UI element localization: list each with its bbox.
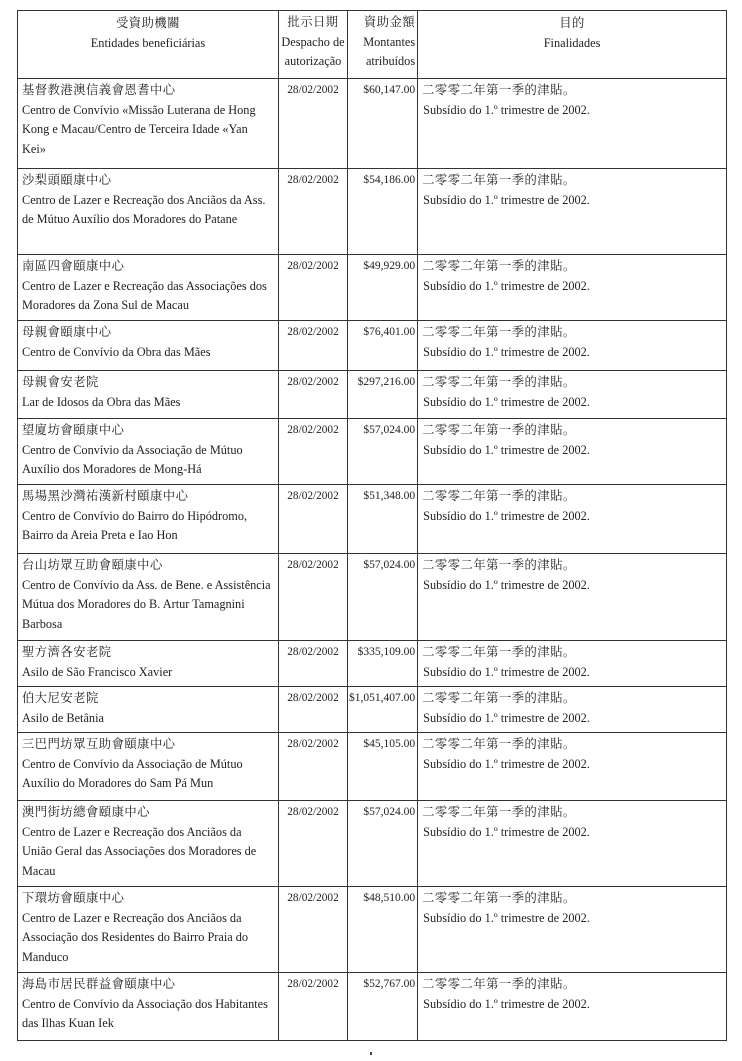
entity-name-zh: 南區四會頤康中心 (22, 259, 125, 273)
table-row (18, 687, 727, 733)
amount-cell: $57,024.00 (348, 801, 418, 887)
entity-cell (18, 801, 279, 887)
entity-name-zh: 基督教港澳信義會恩耆中心 (22, 83, 176, 97)
header-text: 批示日期 (287, 15, 339, 29)
date-cell: 28/02/2002 (279, 801, 348, 887)
entity-name-pt: Centro de Convívio da Associação dos Habitantes das Ilhas Kuan Iek (22, 996, 268, 1030)
entity-cell (18, 485, 279, 554)
purpose-pt: Subsídio do 1.º trimestre de 2002. (423, 192, 590, 207)
purpose-cell (418, 733, 727, 801)
header-text: Montantes atribuídos (363, 34, 416, 68)
entity-cell (18, 255, 279, 321)
date-cell: 28/02/2002 (279, 485, 348, 554)
amount-cell: $51,348.00 (348, 485, 418, 554)
purpose-pt: Subsídio do 1.º trimestre de 2002. (423, 710, 590, 725)
purpose-cell (418, 255, 727, 321)
date-cell: 28/02/2002 (279, 733, 348, 801)
amount-cell: $57,024.00 (348, 554, 418, 641)
table-row (18, 801, 727, 887)
entity-name-zh: 海島市居民群益會頤康中心 (22, 977, 176, 991)
purpose-cell (418, 641, 727, 687)
amount-cell: $60,147.00 (348, 79, 418, 169)
purpose-zh: 二零零二年第一季的津貼。 (422, 977, 576, 991)
date-cell: 28/02/2002 (279, 321, 348, 371)
entity-name-pt: Centro de Convívio do Bairro do Hipódromo, Bairro da Areia Preta e Iao Hon (22, 508, 248, 542)
table-row (18, 321, 727, 371)
purpose-pt: Subsídio do 1.º trimestre de 2002. (423, 344, 590, 359)
entity-name-zh: 下環坊會頤康中心 (22, 891, 125, 905)
purpose-cell (418, 801, 727, 887)
entity-name-zh: 馬場黑沙灣祐漢新村頤康中心 (22, 489, 189, 503)
entity-name-pt: Centro de Lazer e Recreação dos Anciãos da Associação dos Residentes do Bairro Praia do Manduco (22, 910, 249, 964)
header-amount (348, 11, 418, 79)
entity-cell (18, 79, 279, 169)
purpose-cell (418, 973, 727, 1041)
purpose-cell (418, 79, 727, 169)
table-row (18, 485, 727, 554)
scan-mark (370, 1052, 372, 1055)
purpose-zh: 二零零二年第一季的津貼。 (422, 173, 576, 187)
table-row (18, 169, 727, 255)
entity-cell (18, 887, 279, 973)
purpose-pt: Subsídio do 1.º trimestre de 2002. (423, 278, 590, 293)
entity-name-zh: 母親會頤康中心 (22, 325, 112, 339)
purpose-zh: 二零零二年第一季的津貼。 (422, 691, 576, 705)
amount-cell: $52,767.00 (348, 973, 418, 1041)
table-row (18, 733, 727, 801)
date-cell: 28/02/2002 (279, 973, 348, 1041)
purpose-cell (418, 169, 727, 255)
entity-name-pt: Centro de Convívio da Obra das Mães (22, 344, 211, 359)
entity-cell (18, 371, 279, 419)
entity-cell (18, 973, 279, 1041)
entity-name-pt: Centro de Convívio da Associação de Mútuo Auxílio do Moradores do Sam Pá Mun (22, 756, 243, 790)
date-cell: 28/02/2002 (279, 887, 348, 973)
date-cell: 28/02/2002 (279, 419, 348, 485)
header-text: Finalidades (543, 35, 601, 50)
entity-cell (18, 321, 279, 371)
subsidy-table (17, 10, 727, 1041)
entity-cell (18, 169, 279, 255)
entity-name-pt: Lar de Idosos da Obra das Mães (22, 394, 181, 409)
table-row (18, 371, 727, 419)
entity-cell (18, 733, 279, 801)
entity-name-pt: Asilo de São Francisco Xavier (22, 664, 173, 679)
table-row (18, 887, 727, 973)
table-header-row (18, 11, 727, 79)
header-text: 受資助機關 (116, 16, 180, 30)
purpose-zh: 二零零二年第一季的津貼。 (422, 423, 576, 437)
purpose-pt: Subsídio do 1.º trimestre de 2002. (423, 824, 590, 839)
purpose-pt: Subsídio do 1.º trimestre de 2002. (423, 442, 590, 457)
entity-cell (18, 419, 279, 485)
amount-cell: $45,105.00 (348, 733, 418, 801)
purpose-pt: Subsídio do 1.º trimestre de 2002. (423, 577, 590, 592)
purpose-zh: 二零零二年第一季的津貼。 (422, 375, 576, 389)
table-row (18, 79, 727, 169)
purpose-cell (418, 371, 727, 419)
purpose-cell (418, 419, 727, 485)
entity-name-zh: 望廈坊會頤康中心 (22, 423, 125, 437)
entity-name-zh: 沙梨頭頤康中心 (22, 173, 112, 187)
entity-cell (18, 641, 279, 687)
header-text: Entidades beneficiárias (90, 35, 206, 50)
purpose-zh: 二零零二年第一季的津貼。 (422, 891, 576, 905)
entity-name-zh: 澳門街坊總會頤康中心 (22, 805, 150, 819)
purpose-cell (418, 887, 727, 973)
table-row (18, 419, 727, 485)
purpose-pt: Subsídio do 1.º trimestre de 2002. (423, 910, 590, 925)
purpose-pt: Subsídio do 1.º trimestre de 2002. (423, 394, 590, 409)
purpose-zh: 二零零二年第一季的津貼。 (422, 325, 576, 339)
purpose-zh: 二零零二年第一季的津貼。 (422, 489, 576, 503)
table-row (18, 641, 727, 687)
purpose-cell (418, 687, 727, 733)
purpose-cell (418, 554, 727, 641)
amount-cell: $335,109.00 (348, 641, 418, 687)
entity-cell (18, 687, 279, 733)
entity-name-pt: Centro de Convívio da Ass. de Bene. e Assistência Mútua dos Moradores do B. Artur Tamagnini Barbosa (22, 577, 271, 631)
entity-name-zh: 三巴門坊眾互助會頤康中心 (22, 737, 176, 751)
date-cell: 28/02/2002 (279, 554, 348, 641)
header-date (279, 11, 348, 79)
entity-name-zh: 台山坊眾互助會頤康中心 (22, 558, 163, 572)
date-cell: 28/02/2002 (279, 169, 348, 255)
entity-name-pt: Centro de Lazer e Recreação dos Anciãos da Ass. de Mútuo Auxílio dos Moradores do Patane (22, 192, 266, 226)
purpose-zh: 二零零二年第一季的津貼。 (422, 645, 576, 659)
entity-name-pt: Centro de Lazer e Recreação dos Anciãos da União Geral das Associações dos Moradores de Macau (22, 824, 257, 878)
purpose-pt: Subsídio do 1.º trimestre de 2002. (423, 996, 590, 1011)
purpose-zh: 二零零二年第一季的津貼。 (422, 83, 576, 97)
amount-cell: $1,051,407.00 (348, 687, 418, 733)
entity-name-pt: Centro de Convívio «Missão Luterana de Hong Kong e Macau/Centro de Terceira Idade «Yan Kei» (22, 102, 256, 156)
table-row (18, 554, 727, 641)
entity-cell (18, 554, 279, 641)
purpose-zh: 二零零二年第一季的津貼。 (422, 558, 576, 572)
amount-cell: $49,929.00 (348, 255, 418, 321)
entity-name-pt: Centro de Convívio da Associação de Mútuo Auxílio dos Moradores de Mong-Há (22, 442, 243, 476)
header-text: Despacho de autorização (281, 34, 345, 68)
date-cell: 28/02/2002 (279, 79, 348, 169)
amount-cell: $54,186.00 (348, 169, 418, 255)
amount-cell: $48,510.00 (348, 887, 418, 973)
header-purpose (418, 11, 727, 79)
table-row (18, 255, 727, 321)
purpose-pt: Subsídio do 1.º trimestre de 2002. (423, 664, 590, 679)
purpose-zh: 二零零二年第一季的津貼。 (422, 737, 576, 751)
purpose-zh: 二零零二年第一季的津貼。 (422, 805, 576, 819)
entity-name-zh: 母親會安老院 (22, 375, 99, 389)
header-text: 目的 (559, 16, 585, 30)
header-entities (18, 11, 279, 79)
date-cell: 28/02/2002 (279, 255, 348, 321)
amount-cell: $297,216.00 (348, 371, 418, 419)
entity-name-zh: 伯大尼安老院 (22, 691, 99, 705)
entity-name-pt: Centro de Lazer e Recreação das Associações dos Moradores da Zona Sul de Macau (22, 278, 267, 312)
amount-cell: $76,401.00 (348, 321, 418, 371)
table-row (18, 973, 727, 1041)
purpose-pt: Subsídio do 1.º trimestre de 2002. (423, 508, 590, 523)
purpose-pt: Subsídio do 1.º trimestre de 2002. (423, 756, 590, 771)
date-cell: 28/02/2002 (279, 641, 348, 687)
purpose-cell (418, 485, 727, 554)
purpose-zh: 二零零二年第一季的津貼。 (422, 259, 576, 273)
purpose-cell (418, 321, 727, 371)
date-cell: 28/02/2002 (279, 371, 348, 419)
amount-cell: $57,024.00 (348, 419, 418, 485)
header-text: 資助金額 (363, 15, 416, 29)
entity-name-zh: 聖方濟各安老院 (22, 645, 112, 659)
purpose-pt: Subsídio do 1.º trimestre de 2002. (423, 102, 590, 117)
date-cell: 28/02/2002 (279, 687, 348, 733)
entity-name-pt: Asilo de Betânia (22, 710, 104, 725)
